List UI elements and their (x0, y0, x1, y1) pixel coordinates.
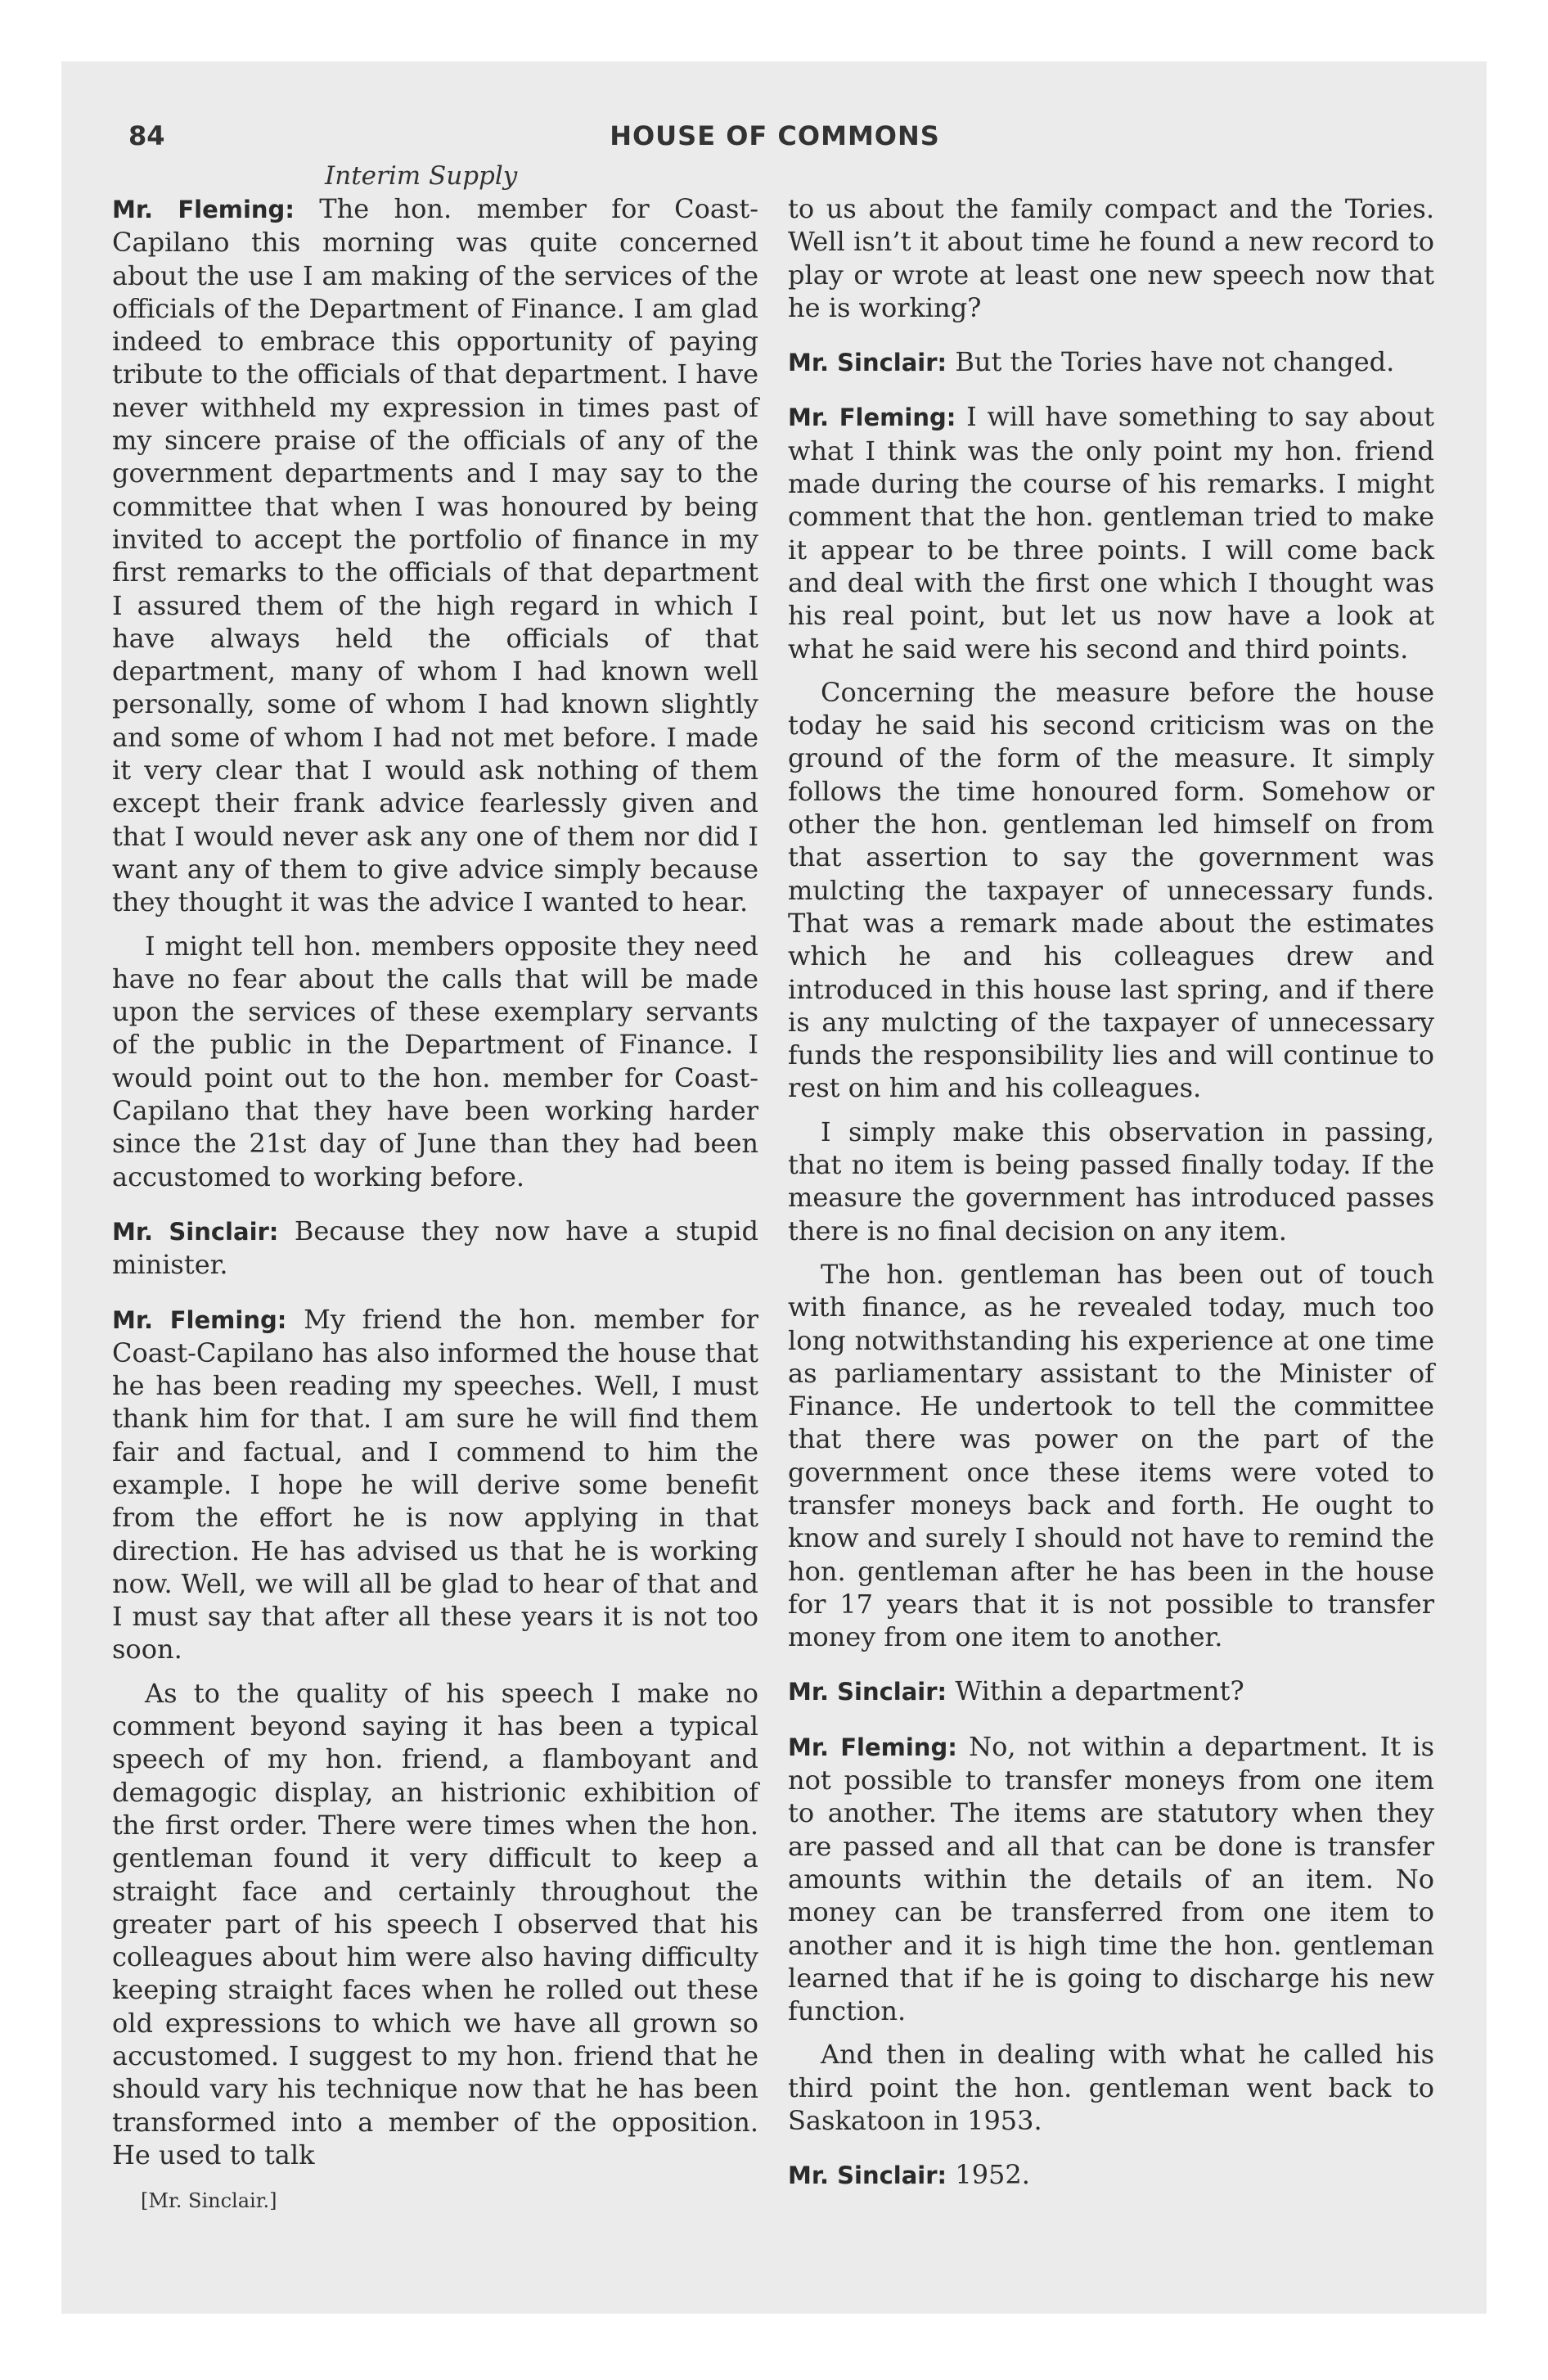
paragraph-text: I will have something to say about what I think was the only point my hon. friend made during the course of his remarks. I might comment that the hon. gentleman tried to make it appear to be three points. I will come back and deal with the first one which I thought was his real point, but let us now have a look at what he said were his second and third points. (788, 401, 1434, 665)
paragraph-text: I simply make this observation in passing, that no item is being passed finally today. If the measure the government has introduced passes there is no final decision on any item. (788, 1116, 1434, 1246)
paragraph (788, 1116, 1434, 1247)
paragraph (788, 400, 1434, 665)
speaker-label: Mr. Fleming: (112, 196, 295, 223)
paragraph (788, 192, 1434, 324)
page-number: 84 (128, 120, 165, 151)
paragraph (112, 1215, 758, 1282)
paragraph (112, 1677, 758, 2171)
page-header (128, 120, 1421, 169)
speaker-label: Mr. Fleming: (788, 403, 956, 432)
paragraph (788, 1730, 1434, 2028)
speaker-label: Mr. Sinclair: (788, 1678, 947, 1706)
paragraph-text: And then in dealing with what he called his third point the hon. gentleman went back to Saskatoon in 1953. (788, 2039, 1434, 2137)
paragraph-text: The hon. gentleman has been out of touch with finance, as he revealed today, much too long notwithstanding his experience at one time as parliamentary assistant to the Minister of Finance. He undertook to tell the committee that there was power on the part of the government once these items were voted to transfer moneys back and forth. He ought to know and surely I should not have to remind the hon. gentleman after he has been in the house for 17 years that it is not possible to transfer money from one item to another. (788, 1258, 1434, 1653)
paragraph (112, 1303, 758, 1666)
paragraph (788, 1258, 1434, 1654)
paragraph (112, 930, 758, 1193)
paragraph (788, 2038, 1434, 2137)
paragraph-text: The hon. member for Coast-Capilano this morning was quite concerned about the use I am making of the services of the officials of the Department of Finance. I am glad indeed to embrace this opportunity of paying tribute to the officials of that department. I have never withheld my expression in times past of my sincere praise of the officials of any of the government departments and I may say to the committee that when I was honoured by being invited to accept the portfolio of finance in my first remarks to the officials of that department I assured them of the high regard in which I have always held the officials of that department, many of whom I had known well personally, some of whom I had known slightly and some of whom I had not met before. I made it very clear that I would ask nothing of them except their frank advice fearlessly given and that I would never ask any one of them nor did I want any of them to give advice simply because they thought it was the advice I wanted to hear. (112, 193, 759, 918)
paragraph (788, 1675, 1434, 1708)
paragraph-text: I might tell hon. members opposite they need have no fear about the calls that will be made upon the services of these exemplary servants of the public in the Department of Finance. I would point out to the hon. member for Coast-Capilano that they have been working harder since the 21st day of June than they had been accustomed to working before. (112, 930, 758, 1192)
speaker-label: Mr. Sinclair: (112, 1217, 279, 1246)
document-page (61, 61, 1487, 2314)
paragraph (788, 676, 1434, 1105)
paragraph (788, 345, 1434, 379)
paragraph-text: But the Tories have not changed. (955, 346, 1395, 378)
paragraph-text: My friend the hon. member for Coast-Capilano has also informed the house that he has been reading my speeches. Well, I must thank him for that. I am sure he will find them fair and factual, and I commend to him the example. I hope he will derive some benefit from the effort he is now applying in that direction. He has advised us that he is working now. Well, we will all be glad to hear of that and I must say that after all these years it is not too soon. (112, 1303, 759, 1666)
paragraph-text: As to the quality of his speech I make no comment beyond saying it has been a typical speech of my hon. friend, a flamboyant and demagogic display, an histrionic exhibition of the first order. There were times when the hon. gentleman found it very difficult to keep a straight face and certainly throughout the greater part of his speech I observed that his colleagues about him were also having difficulty keeping straight faces when he rolled out these old expressions to which we have all grown so accustomed. I suggest to my hon. friend that he should vary his technique now that he has been transformed into a member of the opposition. He used to talk (112, 1677, 758, 2170)
paragraph-text: Because they now have a stupid minister. (112, 1215, 759, 1281)
paragraph-text: 1952. (955, 2159, 1030, 2191)
speaker-label: Mr. Fleming: (788, 1733, 957, 1761)
footer-note: [Mr. Sinclair.] (141, 2189, 277, 2212)
speaker-label: Mr. Fleming: (112, 1305, 287, 1334)
paragraph (788, 2158, 1434, 2192)
paragraph-text: No, not within a department. It is not possible to transfer moneys from one item to another. The items are statutory when they are passed and all that can be done is transfer amounts within the details of an item. No money can be transferred from one item to another and it is high time the hon. gentleman learned that if he is going to discharge his new function. (788, 1730, 1435, 2027)
left-column (112, 192, 758, 2182)
section-title: Interim Supply (325, 161, 518, 191)
paragraph-text: to us about the family compact and the Tories. Well isn’t it about time he found a new record to play or wrote at least one new speech now that he is working? (788, 193, 1434, 323)
running-title: HOUSE OF COMMONS (610, 120, 940, 151)
paragraph (112, 192, 758, 919)
right-column (788, 192, 1434, 2203)
paragraph-text: Concerning the measure before the house today he said his second criticism was on the ground of the form of the measure. It simply follows the time honoured form. Somehow or other the hon. gentleman led himself on from that assertion to say the government was mulcting the taxpayer of unnecessary funds. That was a remark made about the estimates which he and his colleagues drew and introduced in this house last spring, and if there is any mulcting of the taxpayer of unnecessary funds the responsibility lies and will continue to rest on him and his colleagues. (788, 676, 1434, 1104)
speaker-label: Mr. Sinclair: (788, 349, 947, 377)
paragraph-text: Within a department? (955, 1675, 1244, 1707)
speaker-label: Mr. Sinclair: (788, 2161, 947, 2190)
